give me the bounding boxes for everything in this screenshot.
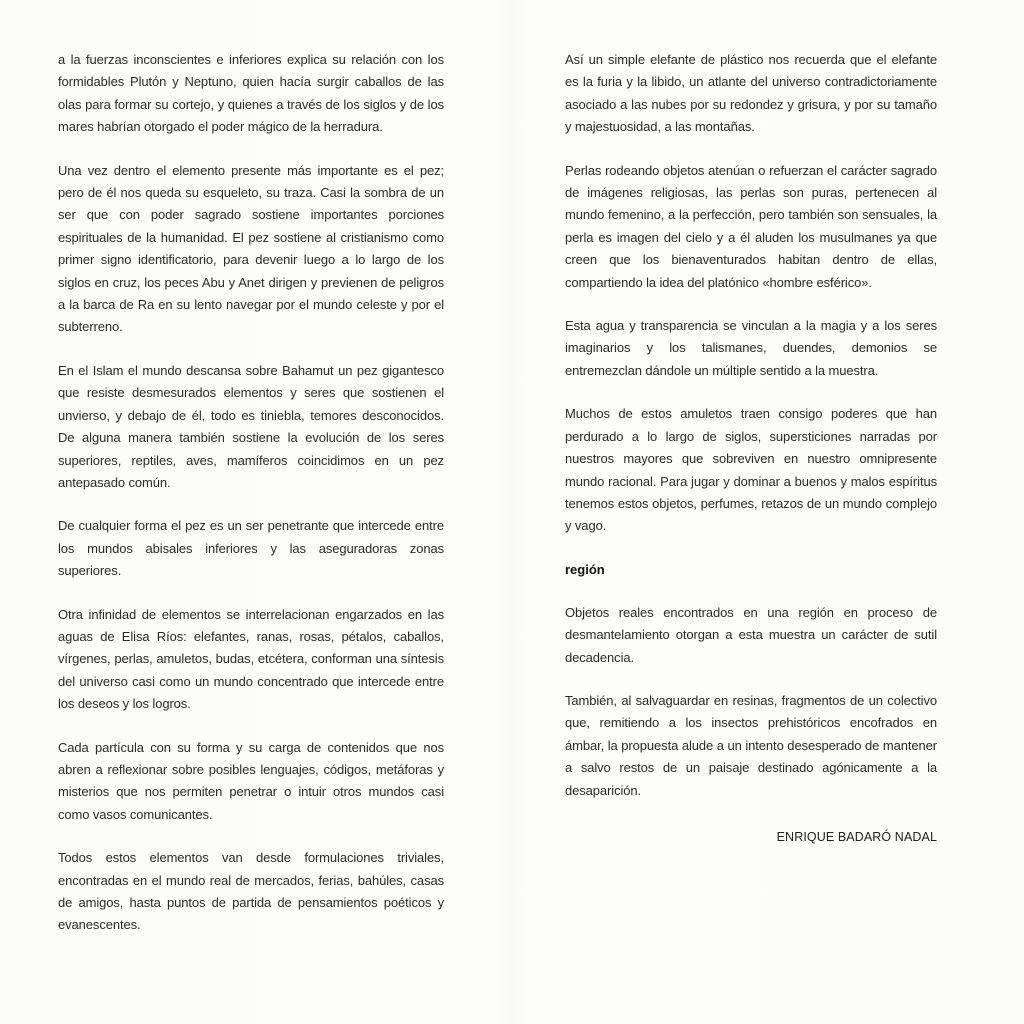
paragraph: Esta agua y transparencia se vinculan a la magia y a los seres imaginarios y los talismanes, duendes, demonios se entremezclan dándole un múltiple sentido a la muestra. [565,318,937,378]
paragraph: En el Islam el mundo descansa sobre Bahamut un pez gigantesco que resiste desmesurados elementos y seres que sostienen el unvierso, y debajo de él, todo es tiniebla, temores desconocidos. De alguna manera también sostiene la evolución de los seres superiores, reptiles, aves, mamíferos coincidimos en un pez antepasado común. [58,362,444,490]
left-column [58,49,444,958]
right-column [565,49,937,823]
author-signature: ENRIQUE BADARÓ NADAL [776,830,937,844]
paragraph: De cualquier forma el pez es un ser penetrante que intercede entre los mundos abisales inferiores y las aseguradoras zonas superiores. [58,518,444,579]
paragraph: Muchos de estos amuletos traen consigo poderes que han perdurado a lo largo de siglos, supersticiones narradas por nuestros mayores que sobreviven en nuestro omnipresente mundo racional. Para jugar y dominar a buenos y malos espíritus tenemos estos objetos, perfumes, retazos de un mundo complejo y vago. [565,406,937,534]
paragraph: Perlas rodeando objetos atenúan o refuerzan el carácter sagrado de imágenes religiosas, las perlas son puras, pertenecen al mundo femenino, a la perfección, pero también son sensuales, la perla es imagen del cielo y a él aluden los musulmanes ya que creen que los bienaventurados habitan dentro de ellas, compartiendo la idea del platónico «hombre esférico». [565,162,937,290]
paragraph: Una vez dentro el elemento presente más importante es el pez; pero de él nos queda su esqueleto, su traza. Casi la sombra de un ser que con poder sagrado sostiene importantes porciones espirituales de la humanidad. El pez sostiene al cristianismo como primer signo identificatorio, para devenir luego a lo largo de los siglos en cruz, los peces Abu y Anet dirigen y previenen de peligros a la barca de Ra en su lento navegar por el mundo celeste y por el subterreno. [58,162,444,335]
paragraph: Así un simple elefante de plástico nos recuerda que el elefante es la furia y la libido, un atlante del universo contradictoriamente asociado a las nubes por su redondez y grisura, y por su tamaño y majestuosidad, a las montañas. [565,52,937,135]
paragraph: Todos estos elementos van desde formulaciones triviales, encontradas en el mundo real de mercados, ferias, bahúles, casas de amigos, hasta puntos de partida de pensamientos poéticos y evanescentes. [58,850,444,933]
paragraph: Otra infinidad de elementos se interrelacionan engarzados en las aguas de Elisa Ríos: elefantes, ranas, rosas, pétalos, caballos, vírgenes, perlas, amuletos, budas, etcétera, conforman una síntesis del universo casi como un mundo concentrado que intercede entre los deseos y los logros. [58,606,444,712]
paragraph: a la fuerzas inconscientes e inferiores explica su relación con los formidables Plutón y Neptuno, quien hacía surgir caballos de las olas para formar su cortejo, y quienes a través de los siglos y de los mares habrían otorgado el poder mágico de la herradura. [58,52,444,135]
paragraph: Objetos reales encontrados en una región en proceso de desmantelamiento otorgan a esta muestra un carácter de sutil decadencia. [565,604,937,665]
paragraph: Cada partícula con su forma y su carga de contenidos que nos abren a reflexionar sobre posibles lenguajes, códigos, metáforas y misterios que nos permiten penetrar o intuir otros mundos casi como vasos comunicantes. [58,739,444,822]
paragraph: También, al salvaguardar en resinas, fragmentos de un colectivo que, remitiendo a los insectos prehistóricos encofrados en ámbar, la propuesta alude a un intento desesperado de mantener a salvo restos de un paisaje destinado agónicamente a la desaparición. [565,692,937,798]
section-heading: región [565,561,605,577]
